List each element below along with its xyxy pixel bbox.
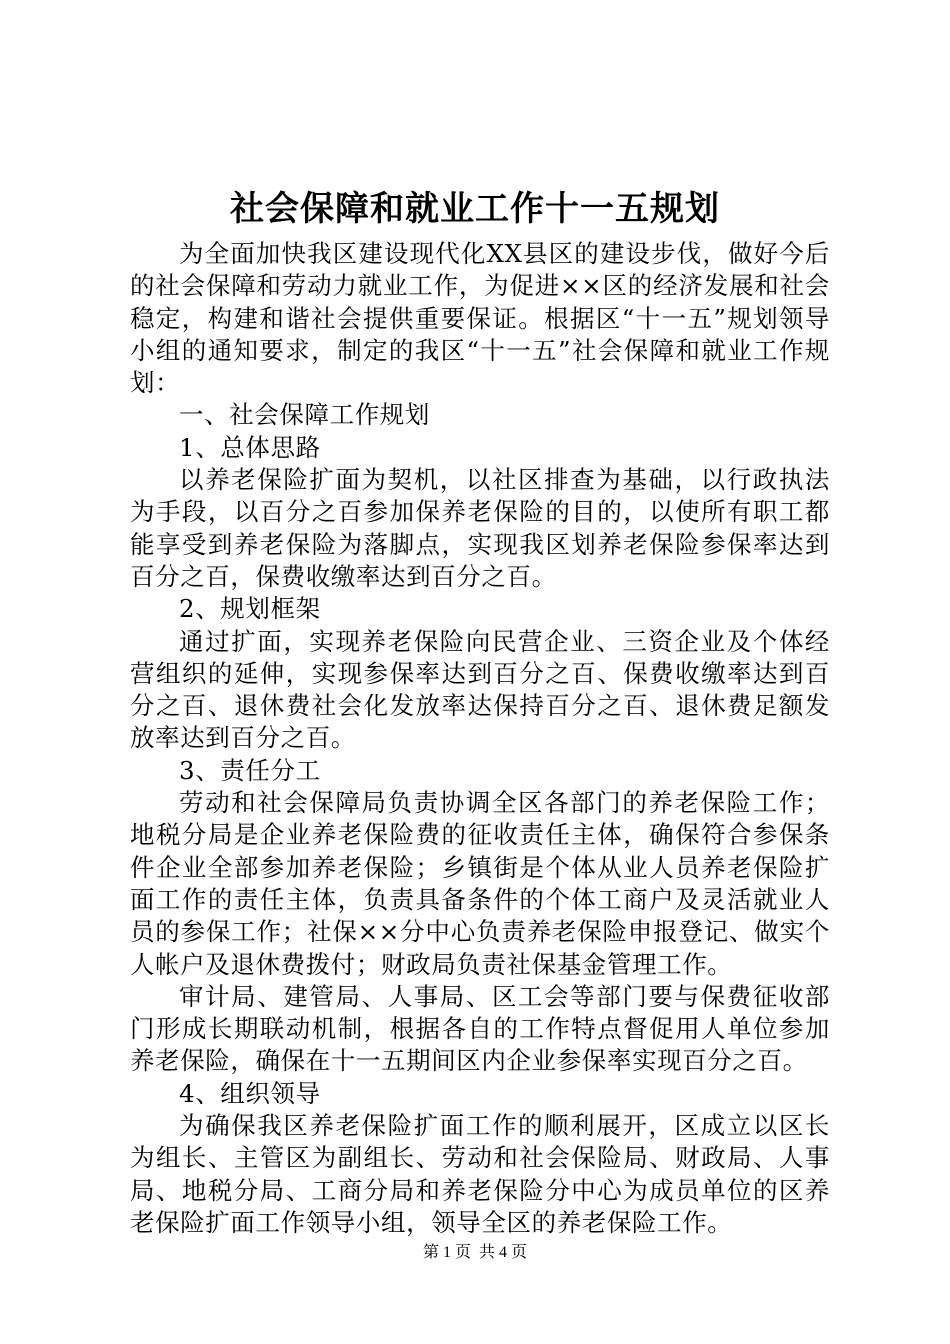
section-heading-social-security: 一、社会保障工作规划 — [179, 400, 430, 430]
document-body — [130, 238, 830, 1239]
paragraph-organization: 为确保我区养老保险扩面工作的顺利展开，区成立以区长为组长、主管区为副组长、劳动和社会保险局、财政局、人事局、地税分局、工商分局和养老保险分中心为成员单位的区养老保险扩面工作领导小组，领导全区的养老保险工作。 — [130, 1111, 830, 1237]
paragraph-overall-approach: 以养老保险扩面为契机，以社区排查为基础，以行政执法为手段，以百分之百参加保养老保险的目的，以使所有职工都能享受到养老保险为落脚点，实现我区划养老保险参保率达到百分之百，保费收缴率达到百分之百。 — [130, 465, 830, 591]
page-footer: 第 1 页 共 4 页 — [422, 1244, 527, 1261]
subheading-responsibilities: 3、责任分工 — [179, 755, 321, 785]
paragraph-coordination: 审计局、建管局、人事局、区工会等部门要与保费征收部门形成长期联动机制，根据各自的工作特点督促用人单位参加养老保险，确保在十一五期间区内企业参保率实现百分之百。 — [130, 981, 830, 1076]
document-title: 社会保障和就业工作十一五规划 — [230, 189, 720, 229]
paragraph-responsibilities: 劳动和社会保障局负责协调全区各部门的养老保险工作；地税分局是企业养老保险费的征收责任主体，确保符合参保条件企业全部参加养老保险；乡镇街是个体从业人员养老保险扩面工作的责任主体，负责具备条件的个体工商户及灵活就业人员的参保工作；社保××分中心负责养老保险申报登记、做实个人帐户及退休费拨付；财政局负责社保基金管理工作。 — [130, 788, 830, 979]
intro-paragraph: 为全面加快我区建设现代化XX县区的建设步伐，做好今后的社会保障和劳动力就业工作，为促进××区的经济发展和社会稳定，构建和谐社会提供重要保证。根据区“十一五”规划领导小组的通知要求，制定的我区“十一五”社会保障和就业工作规划： — [130, 239, 830, 398]
subheading-planning-framework: 2、规划框架 — [179, 594, 321, 624]
paragraph-planning-framework: 通过扩面，实现养老保险向民营企业、三资企业及个体经营组织的延伸，实现参保率达到百分之百、保费收缴率达到百分之百、退休费社会化发放率达保持百分之百、退休费足额发放率达到百分之百。 — [130, 626, 830, 753]
subheading-organization: 4、组织领导 — [179, 1078, 321, 1108]
subheading-overall-approach: 1、总体思路 — [179, 432, 321, 462]
